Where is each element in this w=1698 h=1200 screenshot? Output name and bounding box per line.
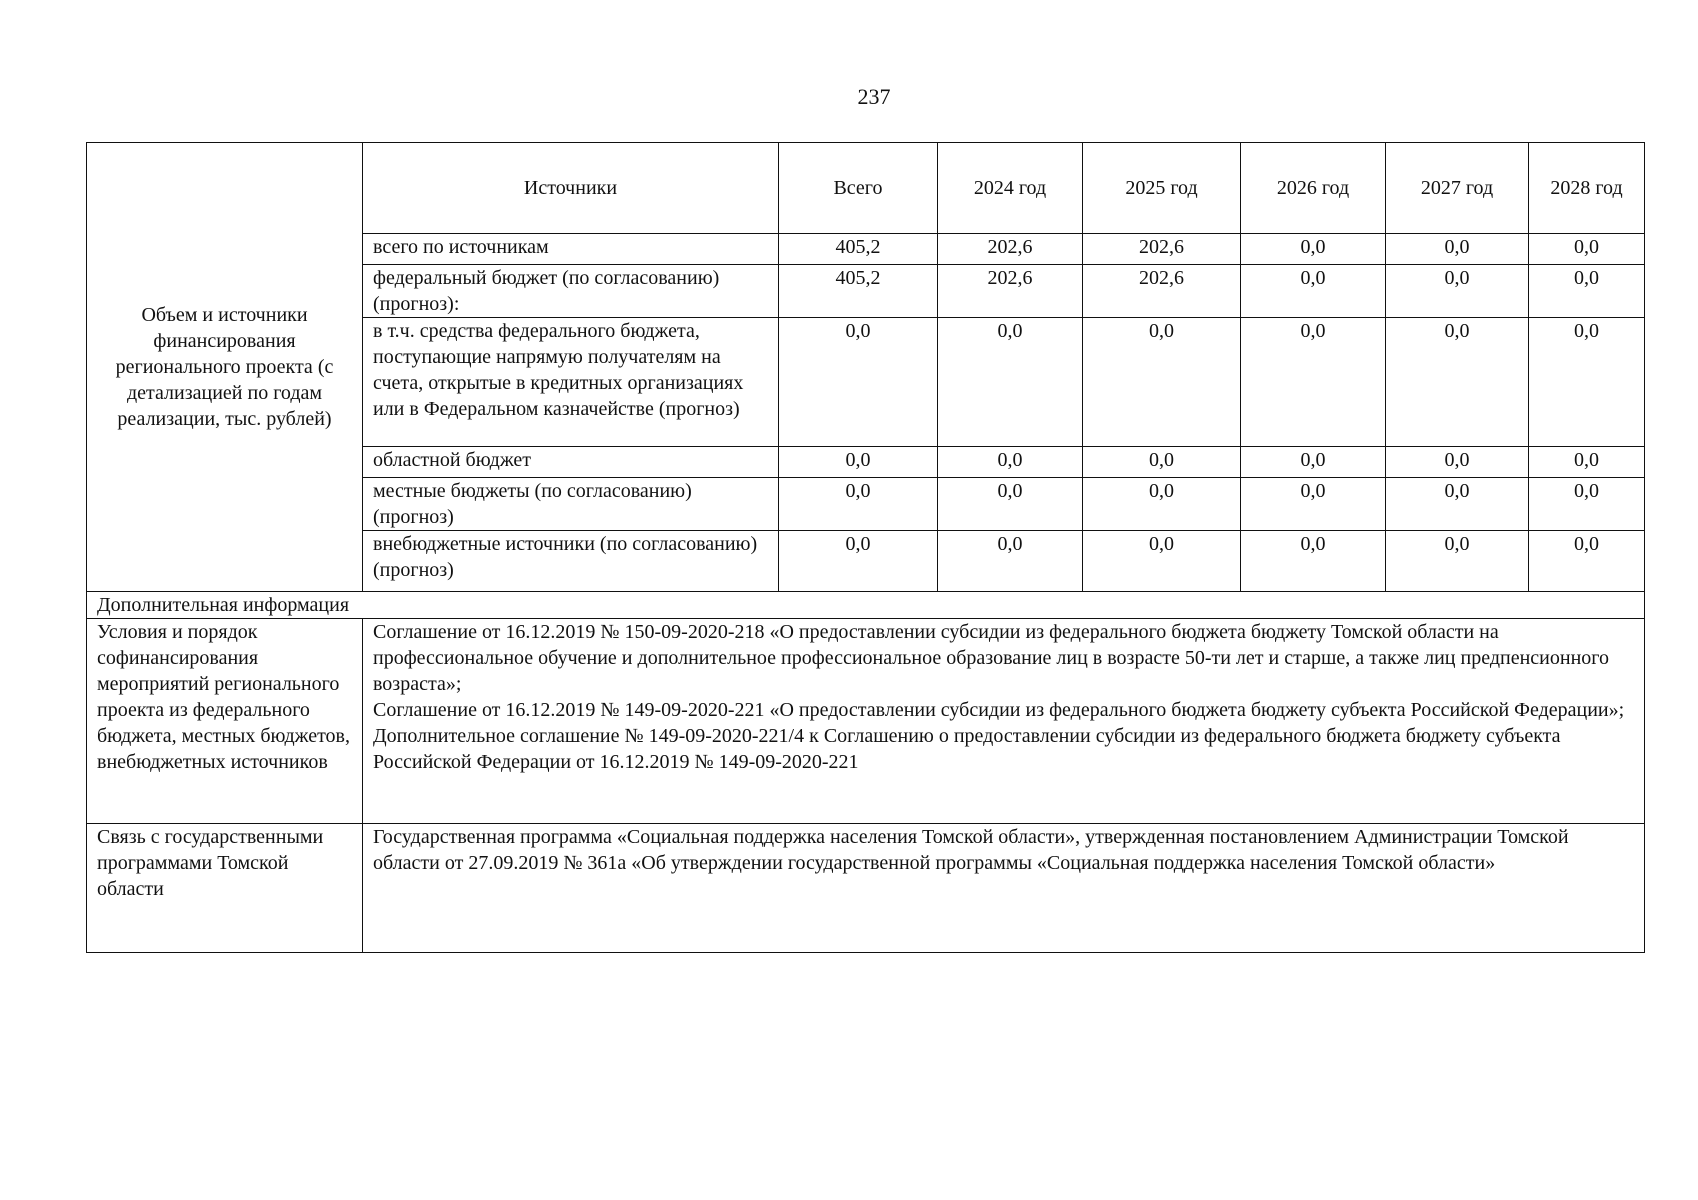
col-header-sources: Источники bbox=[363, 143, 779, 234]
source-label: в т.ч. средства федерального бюджета, поступающие напрямую получателям на счета, открытые в кредитных организациях или в Федеральном казначействе (прогноз) bbox=[363, 318, 779, 447]
value-total: 405,2 bbox=[779, 234, 938, 265]
value-2024: 0,0 bbox=[938, 318, 1083, 447]
value-2028: 0,0 bbox=[1529, 318, 1645, 447]
source-label: федеральный бюджет (по согласованию) (прогноз): bbox=[363, 265, 779, 318]
state-programs-text: Государственная программа «Социальная поддержка населения Томской области», утвержденная постановлением Администрации Томской области от 27.09.2019 № 361а «Об утверждении государственной программы «Социальная поддержка населения Томской области» bbox=[363, 824, 1645, 953]
col-header-total: Всего bbox=[779, 143, 938, 234]
value-2025: 0,0 bbox=[1083, 318, 1241, 447]
value-2027: 0,0 bbox=[1386, 447, 1529, 478]
page-number: 237 bbox=[857, 84, 891, 109]
value-total: 0,0 bbox=[779, 318, 938, 447]
additional-info-header: Дополнительная информация bbox=[87, 592, 1645, 619]
cofinancing-row bbox=[87, 619, 1645, 824]
value-total: 405,2 bbox=[779, 265, 938, 318]
funding-header-row bbox=[87, 143, 1645, 234]
additional-info-row bbox=[87, 592, 1645, 619]
agreement-paragraph: Соглашение от 16.12.2019 № 149-09-2020-221 «О предоставлении субсидии из федерального бюджета бюджету субъекта Российской Федерации»; bbox=[373, 699, 1625, 721]
source-label: всего по источникам bbox=[363, 234, 779, 265]
project-info-table bbox=[86, 142, 1645, 953]
value-total: 0,0 bbox=[779, 531, 938, 592]
source-label: областной бюджет bbox=[363, 447, 779, 478]
col-header-2028: 2028 год bbox=[1529, 143, 1645, 234]
value-2024: 0,0 bbox=[938, 447, 1083, 478]
value-2024: 0,0 bbox=[938, 478, 1083, 531]
value-2026: 0,0 bbox=[1241, 478, 1386, 531]
value-2025: 0,0 bbox=[1083, 447, 1241, 478]
value-2025: 0,0 bbox=[1083, 531, 1241, 592]
source-label: местные бюджеты (по согласованию) (прогноз) bbox=[363, 478, 779, 531]
cofinancing-label: Условия и порядок софинансирования мероприятий регионального проекта из федерального бюджета, местных бюджетов, внебюджетных источников bbox=[87, 619, 363, 824]
value-2025: 202,6 bbox=[1083, 265, 1241, 318]
state-programs-label: Связь с государственными программами Томской области bbox=[87, 824, 363, 953]
funding-label: Объем и источники финансирования регионального проекта (с детализацией по годам реализации, тыс. рублей) bbox=[87, 143, 363, 592]
value-2027: 0,0 bbox=[1386, 265, 1529, 318]
value-2028: 0,0 bbox=[1529, 447, 1645, 478]
state-programs-row bbox=[87, 824, 1645, 953]
value-2026: 0,0 bbox=[1241, 234, 1386, 265]
value-2028: 0,0 bbox=[1529, 234, 1645, 265]
col-header-2025: 2025 год bbox=[1083, 143, 1241, 234]
value-2026: 0,0 bbox=[1241, 265, 1386, 318]
value-2024: 202,6 bbox=[938, 265, 1083, 318]
col-header-2027: 2027 год bbox=[1386, 143, 1529, 234]
value-2025: 202,6 bbox=[1083, 234, 1241, 265]
agreement-paragraph: Дополнительное соглашение № 149-09-2020-221/4 к Соглашению о предоставлении субсидии из федерального бюджета бюджету субъекта Российской Федерации от 16.12.2019 № 149-09-2020-221 bbox=[373, 725, 1561, 773]
value-2027: 0,0 bbox=[1386, 234, 1529, 265]
value-2024: 202,6 bbox=[938, 234, 1083, 265]
value-2027: 0,0 bbox=[1386, 318, 1529, 447]
value-2026: 0,0 bbox=[1241, 318, 1386, 447]
source-label: внебюджетные источники (по согласованию) (прогноз) bbox=[363, 531, 779, 592]
agreement-paragraph: Соглашение от 16.12.2019 № 150-09-2020-218 «О предоставлении субсидии из федерального бюджета бюджету Томской области на профессиональное обучение и дополнительное профессиональное образование лиц в возрасте 50-ти лет и старше, а также лиц предпенсионного возраста»; bbox=[373, 621, 1609, 695]
value-2027: 0,0 bbox=[1386, 531, 1529, 592]
value-2028: 0,0 bbox=[1529, 478, 1645, 531]
value-total: 0,0 bbox=[779, 478, 938, 531]
col-header-2026: 2026 год bbox=[1241, 143, 1386, 234]
value-2026: 0,0 bbox=[1241, 447, 1386, 478]
col-header-2024: 2024 год bbox=[938, 143, 1083, 234]
value-total: 0,0 bbox=[779, 447, 938, 478]
value-2024: 0,0 bbox=[938, 531, 1083, 592]
value-2027: 0,0 bbox=[1386, 478, 1529, 531]
cofinancing-text bbox=[363, 619, 1645, 824]
value-2028: 0,0 bbox=[1529, 265, 1645, 318]
value-2028: 0,0 bbox=[1529, 531, 1645, 592]
value-2025: 0,0 bbox=[1083, 478, 1241, 531]
value-2026: 0,0 bbox=[1241, 531, 1386, 592]
